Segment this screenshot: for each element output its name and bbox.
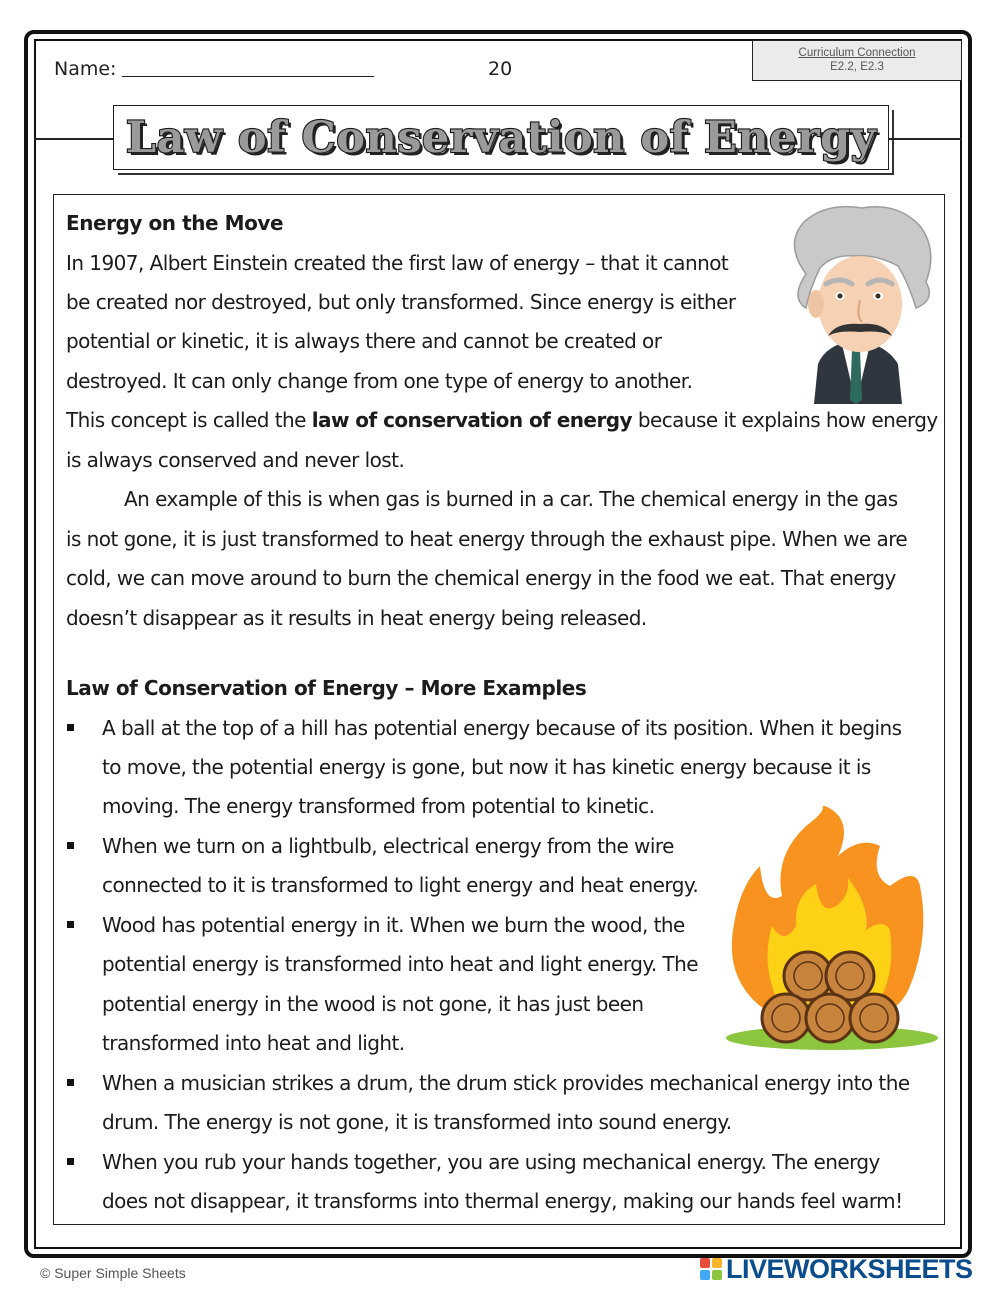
log-end [806, 994, 854, 1042]
list-item-line: moving. The energy transformed from potential to kinetic. [102, 794, 655, 818]
ear-shape [808, 290, 824, 318]
bullet-icon [67, 1158, 74, 1165]
title-rule-right [889, 138, 962, 140]
brand-name: LIVEWORKSHEETS [726, 1253, 973, 1284]
log-end [762, 994, 810, 1042]
section-heading-energy-on-the-move: Energy on the Move [66, 211, 284, 235]
pupil-shape [876, 294, 881, 299]
bullet-icon [67, 1079, 74, 1086]
title-rule-left [34, 138, 113, 140]
paragraph-line: potential or kinetic, it is always there and cannot be created or [66, 329, 662, 353]
list-item-line: potential energy in the wood is not gone, it has just been [102, 992, 644, 1016]
logo-block [700, 1258, 710, 1268]
list-item-line: connected to it is transformed to light energy and heat energy. [102, 873, 699, 897]
list-item-line: transformed into heat and light. [102, 1031, 405, 1055]
log-end [850, 994, 898, 1042]
name-label: Name: [54, 58, 117, 80]
list-item-line: When a musician strikes a drum, the drum stick provides mechanical energy into the [102, 1071, 910, 1095]
bullet-icon [67, 724, 74, 731]
title-banner [113, 105, 889, 170]
list-item-line: to move, the potential energy is gone, but now it has kinetic energy because it is [102, 755, 871, 779]
pupil-shape [838, 294, 843, 299]
paragraph-line-law-definition [66, 408, 938, 432]
curriculum-connection-box [752, 40, 962, 81]
paragraph-line: destroyed. It can only change from one type of energy to another. [66, 369, 693, 393]
paragraph-line: be created nor destroyed, but only transformed. Since energy is either [66, 290, 736, 314]
tie-shape [850, 350, 862, 404]
text-run: This concept is called the [66, 408, 312, 432]
einstein-illustration [776, 204, 936, 404]
paragraph-line: An example of this is when gas is burned in a car. The chemical energy in the gas [124, 487, 898, 511]
page-number: 20 [488, 58, 513, 80]
page-title: Law of Conservation of Energy [125, 112, 877, 163]
list-item-line: When you rub your hands together, you are using mechanical energy. The energy [102, 1150, 880, 1174]
logo-block [712, 1258, 722, 1268]
list-item-line: drum. The energy is not gone, it is transformed into sound energy. [102, 1110, 732, 1134]
paragraph-line: doesn’t disappear as it results in heat energy being released. [66, 606, 647, 630]
bullet-icon [67, 921, 74, 928]
logo-block [700, 1270, 710, 1280]
text-run: because it explains how energy [632, 408, 938, 432]
paragraph-line: is always conserved and never lost. [66, 448, 405, 472]
list-item-line: does not disappear, it transforms into thermal energy, making our hands feel warm! [102, 1189, 903, 1213]
liveworksheets-logo[interactable] [700, 1252, 973, 1286]
name-field [54, 58, 374, 80]
bullet-icon [67, 842, 74, 849]
logo-block [712, 1270, 722, 1280]
logo-blocks-icon [700, 1258, 722, 1280]
paragraph-line: cold, we can move around to burn the chemical energy in the food we eat. That energy [66, 566, 896, 590]
section-heading-more-examples: Law of Conservation of Energy – More Examples [66, 676, 587, 700]
curriculum-codes: E2.2, E2.3 [830, 61, 884, 73]
curriculum-label: Curriculum Connection [798, 47, 916, 59]
list-item-line: Wood has potential energy in it. When we burn the wood, the [102, 913, 685, 937]
list-item-line: A ball at the top of a hill has potential energy because of its position. When it begins [102, 716, 902, 740]
bold-term: law of conservation of energy [311, 408, 633, 432]
paragraph-line: In 1907, Albert Einstein created the first law of energy – that it cannot [66, 251, 729, 275]
campfire-illustration [720, 806, 940, 1056]
paragraph-line: is not gone, it is just transformed to heat energy through the exhaust pipe. When we are [66, 527, 908, 551]
list-item-line: potential energy is transformed into heat and light energy. The [102, 952, 698, 976]
name-blank-line[interactable] [122, 76, 374, 77]
list-item-line: When we turn on a lightbulb, electrical energy from the wire [102, 834, 674, 858]
copyright-text: © Super Simple Sheets [40, 1265, 186, 1281]
